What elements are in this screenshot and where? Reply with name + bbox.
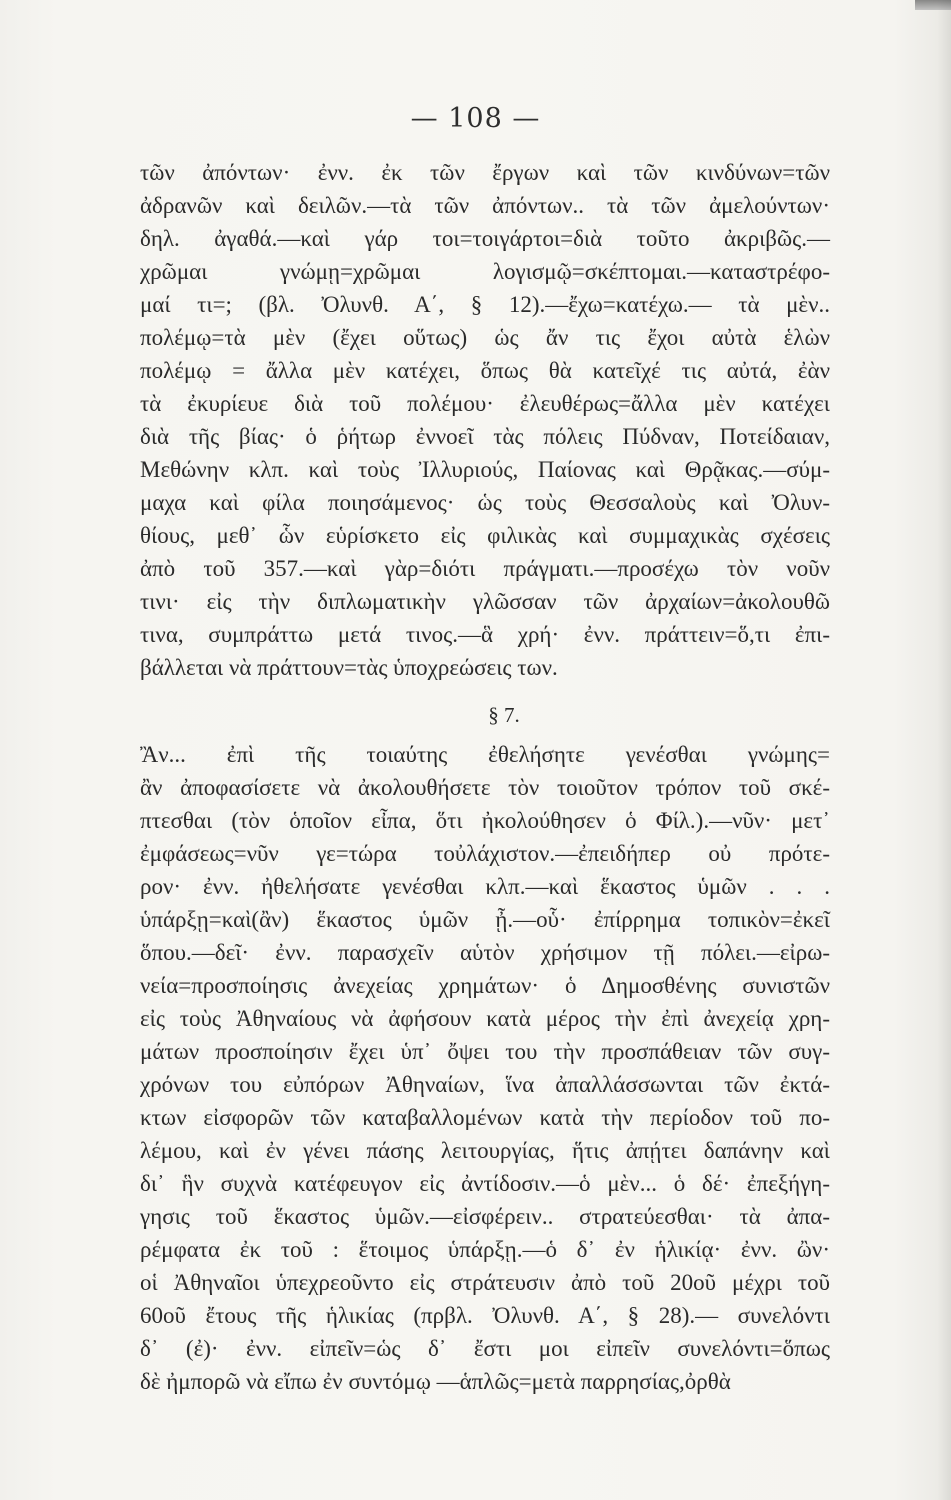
- text-line: γησις τοῦ ἕκαστος ὑμῶν.—εἰσφέρειν.. στρατεύεσθαι· τὰ ἀπα-: [140, 1204, 830, 1229]
- text-line: μαχα καὶ φίλα ποιησάμενος· ὡς τοὺς Θεσσαλοὺς καὶ Ὀλυν-: [140, 490, 830, 515]
- text-line: εἰς τοὺς Ἀθηναίους νὰ ἀφήσουν κατὰ μέρος τὴν ἐπὶ ἀνεχείᾳ χρη-: [140, 1006, 830, 1031]
- text-line: μάτων προσποίησιν ἔχει ὑπ᾽ ὄψει του τὴν προσπάθειαν τῶν συγ-: [140, 1039, 830, 1064]
- commentary-text: [140, 156, 830, 1398]
- paragraph-commentary-1: [140, 156, 830, 684]
- text-line: τὰ ἐκυρίευε διὰ τοῦ πολέμου· ἐλευθέρως=ἄλλα μὲν κατέχει: [140, 391, 830, 416]
- text-line: 60οῦ ἔτους τῆς ἡλικίας (πρβλ. Ὀλυνθ. Α΄, § 28).— συνελόντι: [140, 1303, 830, 1328]
- text-line: Ἂν... ἐπὶ τῆς τοιαύτης ἐθελήσητε γενέσθαι γνώμης=: [140, 742, 830, 767]
- text-line: ρέμφατα ἐκ τοῦ : ἕτοιμος ὑπάρξῃ.—ὁ δ᾽ ἐν ἡλικίᾳ· ἐνν. ὢν·: [140, 1237, 830, 1262]
- text-line: πολέμῳ = ἄλλα μὲν κατέχει, ὅπως θὰ κατεῖχέ τις αὐτά, ἐὰν: [140, 358, 830, 383]
- text-line: νεία=προσποίησις ἀνεχείας χρημάτων· ὁ Δημοσθένης συνιστῶν: [140, 973, 830, 998]
- text-line: διὰ τῆς βίας· ὁ ῥήτωρ ἐννοεῖ τὰς πόλεις Πύδναν, Ποτείδαιαν,: [140, 424, 830, 449]
- paragraph-commentary-2: [140, 738, 830, 1398]
- text-line: δηλ. ἀγαθά.—καὶ γάρ τοι=τοιγάρτοι=διὰ τοῦτο ἀκριβῶς.—: [140, 226, 830, 251]
- text-line: ἀπὸ τοῦ 357.—καὶ γὰρ=διότι πράγματι.—προσέχω τὸν νοῦν: [140, 556, 830, 581]
- text-line: ἂν ἀποφασίσετε νὰ ἀκολουθήσετε τὸν τοιοῦτον τρόπον τοῦ σκέ-: [140, 775, 830, 800]
- text-line: θίους, μεθ᾽ ὧν εὑρίσκετο εἰς φιλικὰς καὶ συμμαχικὰς σχέσεις: [140, 523, 830, 548]
- text-line: κτων εἰσφορῶν τῶν καταβαλλομένων κατὰ τὴν περίοδον τοῦ πο-: [140, 1105, 830, 1130]
- text-line: δι᾽ ἣν συχνὰ κατέφευγον εἰς ἀντίδοσιν.—ὁ μὲν... ὁ δέ· ἐπεξήγη-: [140, 1171, 830, 1196]
- section-heading: § 7.: [488, 703, 520, 727]
- text-line: μαί τι=; (βλ. Ὀλυνθ. Α΄, § 12).—ἔχω=κατέχω.— τὰ μὲν..: [140, 292, 830, 317]
- text-line: χρῶμαι γνώμῃ=χρῶμαι λογισμῷ=σκέπτομαι.—καταστρέφο-: [140, 259, 830, 284]
- text-line: τῶν ἀπόντων· ἐνν. ἐκ τῶν ἔργων καὶ τῶν κινδύνων=τῶν: [140, 160, 830, 185]
- text-line: ὑπάρξῃ=καὶ(ἂν) ἕκαστος ὑμῶν ᾖ.—οὗ· ἐπίρρημα τοπικὸν=ἐκεῖ: [140, 907, 830, 932]
- text-line: τινα, συμπράττω μετά τινος.—ἃ χρή· ἐνν. πράττειν=ὅ,τι ἐπι-: [140, 622, 830, 647]
- text-line: ὅπου.—δεῖ· ἐνν. παρασχεῖν αὑτὸν χρήσιμον τῇ πόλει.—εἰρω-: [140, 940, 830, 965]
- text-line: οἱ Ἀθηναῖοι ὑπεχρεοῦντο εἰς στράτευσιν ἀπὸ τοῦ 20οῦ μέχρι τοῦ: [140, 1270, 830, 1295]
- page-number: — 108 —: [410, 103, 541, 134]
- text-line: ἀδρανῶν καὶ δειλῶν.—τὰ τῶν ἀπόντων.. τὰ τῶν ἀμελούντων·: [140, 193, 830, 218]
- text-line: χρόνων του εὐπόρων Ἀθηναίων, ἵνα ἀπαλλάσσωνται τῶν ἐκτά-: [140, 1072, 830, 1097]
- text-line: τινι· εἰς τὴν διπλωματικὴν γλῶσσαν τῶν ἀρχαίων=ἀκολουθῶ: [140, 589, 830, 614]
- text-line: Μεθώνην κλπ. καὶ τοὺς Ἰλλυριούς, Παίονας καὶ Θρᾷκας.—σύμ-: [140, 457, 830, 482]
- text-line: πτεσθαι (τὸν ὁποῖον εἶπα, ὅτι ἠκολούθησεν ὁ Φίλ.).—νῦν· μετ᾽: [140, 808, 830, 833]
- text-line: λέμου, καὶ ἐν γένει πάσης λειτουργίας, ἥτις ἀπῄτει δαπάνην καὶ: [140, 1138, 830, 1163]
- text-line: ἐμφάσεως=νῦν γε=τώρα τοὐλάχιστον.—ἐπειδήπερ οὐ πρότε-: [140, 841, 830, 866]
- page-edge-shadow: [937, 0, 951, 1500]
- text-line: βάλλεται νὰ πράττουν=τὰς ὑποχρεώσεις των.: [140, 655, 558, 680]
- text-line: ρον· ἐνν. ἠθελήσατε γενέσθαι κλπ.—καὶ ἕκαστος ὑμῶν . . .: [140, 874, 830, 899]
- text-line: πολέμῳ=τὰ μὲν (ἔχει οὕτως) ὡς ἄν τις ἔχοι αὐτὰ ἑλὼν: [140, 325, 830, 350]
- text-line: δ᾽ (ἐ)· ἐνν. εἰπεῖν=ὡς δ᾽ ἔστι μοι εἰπεῖν συνελόντι=ὅπως: [140, 1336, 830, 1361]
- text-line: δὲ ἠμπορῶ νὰ εἴπω ἐν συντόμῳ —ἁπλῶς=μετὰ παρρησίας,ὀρθὰ: [140, 1369, 731, 1394]
